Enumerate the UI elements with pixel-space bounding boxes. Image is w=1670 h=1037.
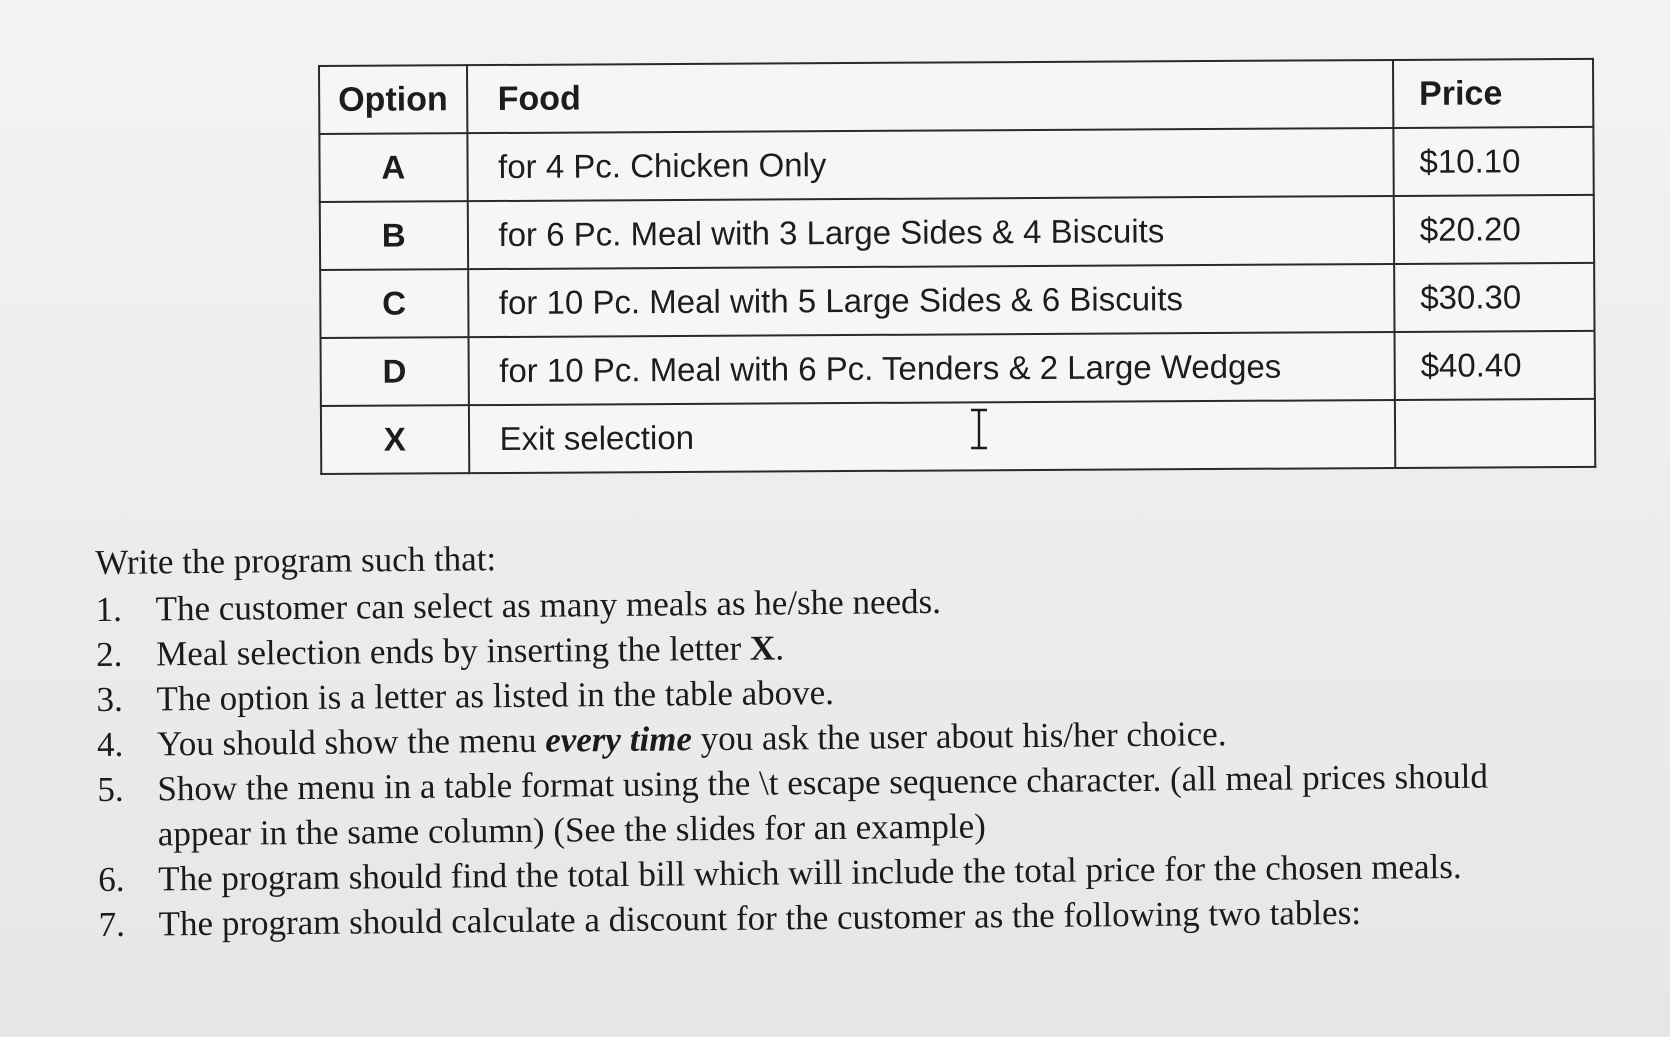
menu-table [318,58,1596,475]
option-cell: A [319,133,467,202]
item-text: The option is a letter as listed in the table above. [156,672,835,719]
food-cell: for 4 Pc. Chicken Only [467,128,1394,201]
table-row [319,127,1593,202]
item-number: 1. [95,589,123,629]
food-cell: for 6 Pc. Meal with 3 Large Sides & 4 Biscuits [467,196,1394,269]
option-cell: B [320,201,468,270]
item-number: 7. [98,904,126,944]
item-text-post: you ask the user about his/her choice. [691,714,1227,759]
item-text-pre: You should show the menu [156,720,546,764]
price-cell: $20.20 [1394,195,1594,264]
item-text-emphasis: every time [545,719,693,760]
food-cell: for 10 Pc. Meal with 5 Large Sides & 6 Biscuits [468,264,1395,337]
price-cell: $10.10 [1393,127,1593,196]
item-text: The customer can select as many meals as he/she needs. [155,581,942,629]
price-cell: $30.30 [1394,263,1594,332]
table-row [320,195,1594,270]
item-number: 3. [96,679,123,719]
header-option: Option [319,65,467,134]
item-number: 5. [97,769,124,809]
header-price: Price [1393,59,1593,128]
table-row [321,331,1595,406]
table-row [321,399,1595,474]
item-text: The program should find the total bill which will include the total price for the chosen meals. [158,846,1462,899]
item-number: 4. [96,724,124,764]
instructions-intro: Write the program such that: [95,539,497,582]
list-item [97,753,1568,857]
instructions-list [95,573,1568,947]
item-text-bold: X [749,628,776,668]
item-text-post: . [775,628,785,668]
option-cell: C [320,269,468,338]
item-text-pre: Meal selection ends by inserting the letter [155,628,751,674]
item-number: 6. [98,859,125,899]
option-cell: D [321,337,469,406]
price-cell: $40.40 [1394,331,1594,400]
item-text: The program should calculate a discount for the customer as the following two tables: [158,892,1362,944]
food-cell: for 10 Pc. Meal with 6 Pc. Tenders & 2 Large Wedges [468,332,1395,405]
price-cell [1395,399,1595,468]
item-number: 2. [95,634,123,674]
header-food: Food [467,60,1394,133]
food-cell: Exit selection [468,400,1395,473]
option-cell: X [321,405,469,474]
text-cursor-ibeam-icon [967,408,991,450]
menu-table-header-row [319,59,1593,134]
table-row [320,263,1594,338]
instructions-block [95,526,1569,947]
item-text: Show the menu in a table format using the \t escape sequence character. (all meal prices should appear in the same column) (See the slides for an example) [157,756,1489,854]
